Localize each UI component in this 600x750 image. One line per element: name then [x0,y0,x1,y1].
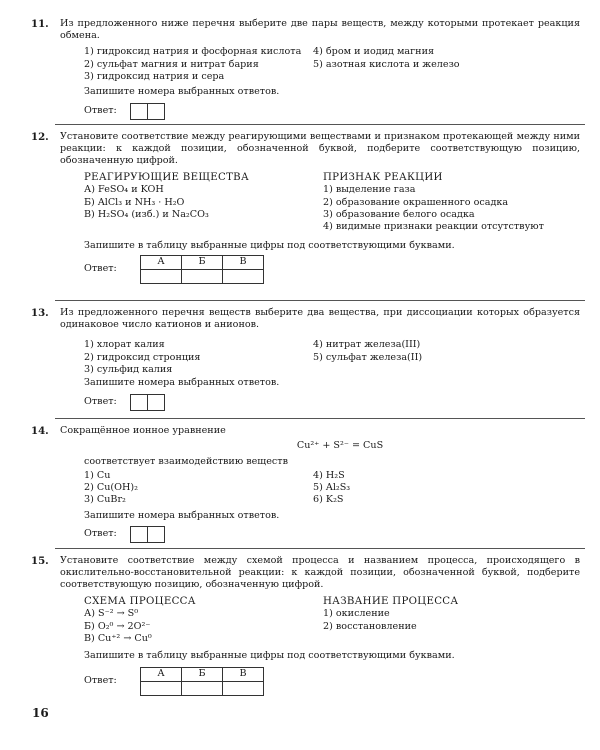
option-3: 3) сульфид калия [84,363,173,375]
choice-3: 3) образование белого осадка [323,208,475,220]
instruction: Запишите номера выбранных ответов. [84,509,280,521]
choice-2: 2) восстановление [323,620,417,632]
item-a: А) FeSO₄ и KOH [84,184,164,196]
answer-box-2[interactable] [147,103,165,120]
answer-table [140,255,264,284]
answer-box-2[interactable] [147,526,165,543]
answer-cell-a[interactable] [141,269,182,283]
divider [55,418,585,419]
question-text: Из предложенного перечня веществ выберите два вещества, при диссоциации которых образуется одинаковое число катионов и анионов. [60,307,580,331]
item-a: А) S⁻² → S⁰ [84,608,139,620]
table-header-b: Б [182,667,223,681]
answer-row [84,103,580,120]
option-1: 1) Cu [84,469,111,481]
choice-1: 1) окисление [323,608,390,620]
answer-cell-c[interactable] [223,681,264,695]
question-text-continued: соответствует взаимодействию веществ [84,456,288,468]
question-13 [31,307,580,411]
option-4: 4) H₂S [313,469,345,481]
option-2: 2) сульфат магния и нитрат бария [84,58,259,70]
question-number: 14. [31,425,49,437]
ionic-equation: Cu²⁺ + S²⁻ = CuS [296,440,384,452]
answer-cell-c[interactable] [223,269,264,283]
question-text: Из предложенного ниже перечня выберите две пары веществ, между которыми протекает реакция обмена. [60,18,580,42]
question-14 [31,425,580,543]
item-c: В) Cu⁺² → Cu⁰ [84,632,152,644]
table-header-c: В [223,667,264,681]
choice-2: 2) образование окрашенного осадка [323,196,509,208]
question-text: Сокращённое ионное уравнение [60,425,226,436]
instruction: Запишите в таблицу выбранные цифры под соответствующими буквами. [84,649,455,661]
column-header-left: РЕАГИРУЮЩИЕ ВЕЩЕСТВА [84,171,249,183]
option-6: 6) K₂S [313,493,344,505]
answer-label: Ответ: [84,528,117,540]
question-text: Установите соответствие между реагирующими веществами и признаком протекающей между ними реакции: к каждой позиции, обозначенной буквой, подберите соответствующую позицию, обозначенную цифрой. [60,131,580,167]
answer-cell-b[interactable] [182,681,223,695]
option-5: 5) Al₂S₃ [313,481,351,493]
answer-label: Ответ: [84,263,117,275]
option-5: 5) азотная кислота и железо [313,58,460,70]
item-b: Б) O₂⁰ → 2O²⁻ [84,620,151,632]
option-4: 4) нитрат железа(III) [313,339,421,351]
item-c: В) H₂SO₄ (изб.) и Na₂CO₃ [84,208,209,220]
option-5: 5) сульфат железа(II) [313,351,423,363]
choice-4: 4) видимые признаки реакции отсутствуют [323,220,544,232]
answer-row [84,394,580,411]
answer-table [140,667,264,696]
column-header-right: НАЗВАНИЕ ПРОЦЕССА [323,595,459,607]
option-2: 2) Cu(OH)₂ [84,481,138,493]
answer-cell-a[interactable] [141,681,182,695]
divider [55,300,585,301]
question-text: Установите соответствие между схемой процесса и названием процесса, происходящего в окислительно-восстановительной реакции: к каждой позиции, обозначенной буквой, подберите соответствующую позицию, обозначенную цифрой. [60,555,580,591]
answer-row [84,526,580,543]
option-3: 3) гидроксид натрия и сера [84,70,225,82]
question-15 [31,555,580,696]
question-11 [31,18,580,120]
option-4: 4) бром и иодид магния [313,46,435,58]
answer-box-1[interactable] [130,526,148,543]
answer-box-1[interactable] [130,103,148,120]
answer-row [84,255,580,284]
option-1: 1) гидроксид натрия и фосфорная кислота [84,46,302,58]
question-number: 12. [31,131,49,143]
column-header-left: СХЕМА ПРОЦЕССА [84,595,196,607]
question-number: 15. [31,555,49,567]
table-header-a: А [141,667,182,681]
item-b: Б) AlCl₃ и NH₃ · H₂O [84,196,185,208]
question-number: 11. [31,18,49,30]
answer-box-1[interactable] [130,394,148,411]
instruction: Запишите в таблицу выбранные цифры под соответствующими буквами. [84,239,455,251]
answer-label: Ответ: [84,395,117,407]
option-3: 3) CuBr₂ [84,493,126,505]
table-header-c: В [223,255,264,269]
option-2: 2) гидроксид стронция [84,351,201,363]
instruction: Запишите номера выбранных ответов. [84,377,280,389]
option-1: 1) хлорат калия [84,339,165,351]
column-header-right: ПРИЗНАК РЕАКЦИИ [323,171,443,183]
instruction: Запишите номера выбранных ответов. [84,86,280,98]
table-header-a: А [141,255,182,269]
question-number: 13. [31,307,49,319]
answer-label: Ответ: [84,104,117,116]
question-12 [31,131,580,284]
divider [55,124,585,125]
table-header-b: Б [182,255,223,269]
page-number: 16 [32,706,49,720]
choice-1: 1) выделение газа [323,184,416,196]
answer-cell-b[interactable] [182,269,223,283]
answer-label: Ответ: [84,675,117,687]
answer-row [84,667,580,696]
divider [55,548,585,549]
answer-box-2[interactable] [147,394,165,411]
